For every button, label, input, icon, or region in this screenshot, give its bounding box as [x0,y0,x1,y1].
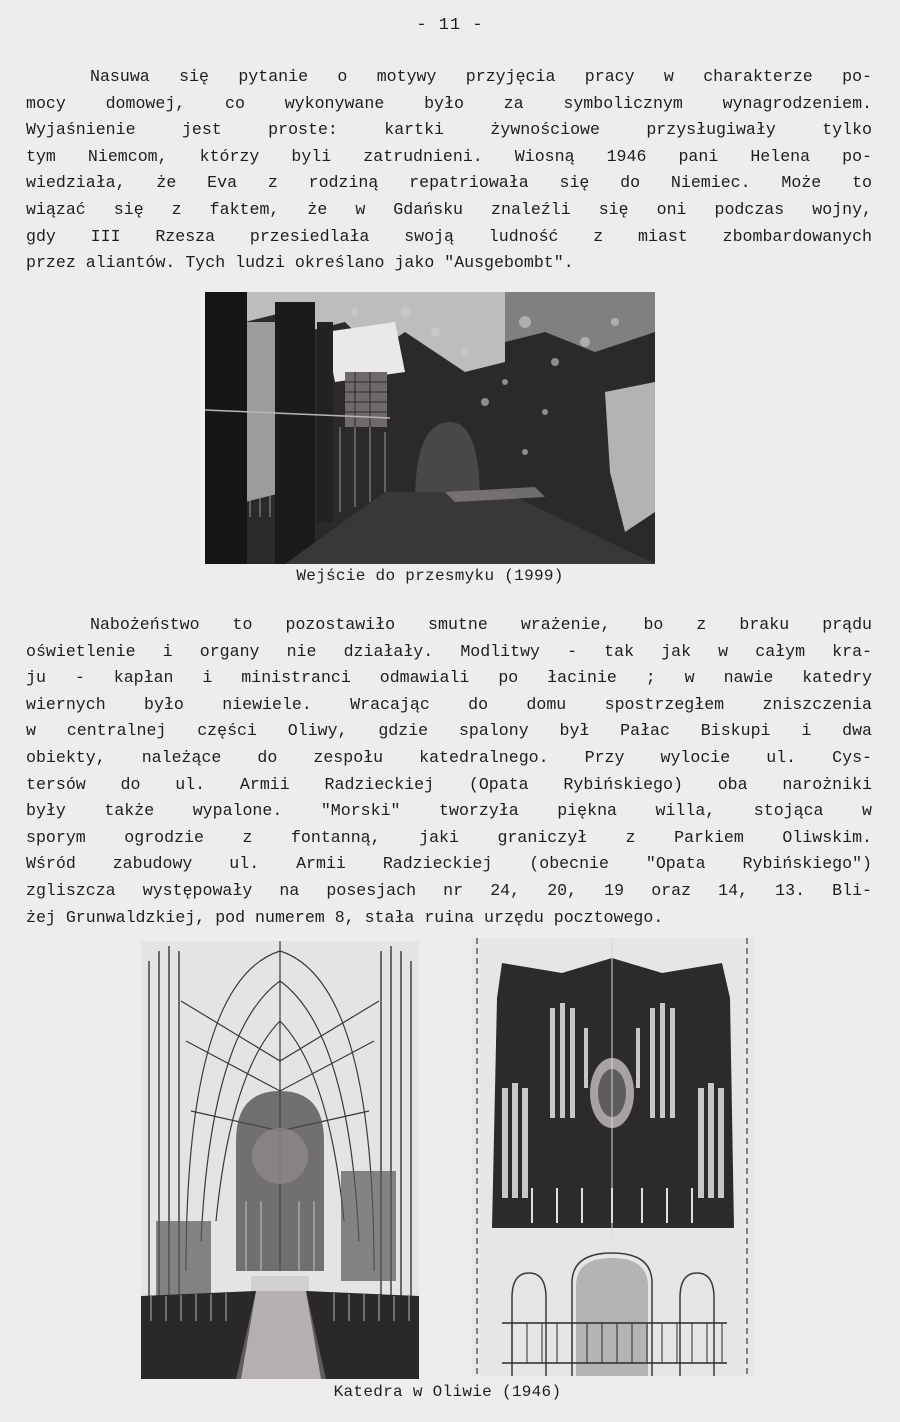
text-line: mocy domowej, co wykonywane było za symbolicznym wynagrodzeniem. [26,93,872,113]
photo-cathedral-organ [472,938,754,1376]
photo-cathedral-nave [141,941,419,1379]
caption-passage-entrance: Wejście do przesmyku (1999) [296,567,564,585]
paragraph-oliwa-destruction [26,612,872,931]
text-line: sporym ogrodzie z fontanną, jaki graniczył z Parkiem Oliwskim. [26,827,872,847]
text-line: żej Grunwaldzkiej, pod numerem 8, stała ruina urzędu pocztowego. [26,907,664,927]
photo-cathedral-nave-image [141,941,419,1379]
paragraph-household-help [26,64,872,277]
photo-passage-entrance-image [205,292,655,564]
text-line: Wśród zabudowy ul. Armii Radzieckiej (obecnie "Opata Rybińskiego") [26,854,872,874]
caption-cathedral: Katedra w Oliwie (1946) [333,1383,562,1401]
text-line: wiedziała, że Eva z rodziną repatriowała się do Niemiec. Może to [26,173,872,193]
text-line: tym Niemcom, którzy byli zatrudnieni. Wiosną 1946 pani Helena po- [26,146,872,166]
text-line: obiekty, należące do zespołu katedralnego. Przy wylocie ul. Cys- [26,747,872,767]
text-line: zgliszcza występowały na posesjach nr 24, 20, 19 oraz 14, 13. Bli- [26,880,872,900]
text-line: były także wypalone. "Morski" tworzyła piękna willa, stojąca w [26,801,872,821]
text-line: gdy III Rzesza przesiedlała swoją ludność z miast zbombardowanych [26,226,872,246]
text-line: przez aliantów. Tych ludzi określano jako "Ausgebombt". [26,253,574,273]
text-line: w centralnej części Oliwy, gdzie spalony był Pałac Biskupi i dwa [26,721,872,741]
text-line: Nasuwa się pytanie o motywy przyjęcia pracy w charakterze po- [90,67,872,86]
text-line: Wyjaśnienie jest proste: kartki żywnościowe przysługiwały tylko [26,120,872,140]
text-line: wiernych było niewiele. Wracając do domu spostrzegłem zniszczenia [26,694,872,714]
text-line: ju - kapłan i ministranci odmawiali po łacinie ; w nawie katedry [26,668,872,688]
text-line: wiązać się z faktem, że w Gdańsku znaleźli się oni podczas wojny, [26,199,872,219]
photo-cathedral-organ-image [472,938,754,1376]
page-number: - 11 - [416,16,484,35]
text-line: oświetlenie i organy nie działały. Modlitwy - tak jak w całym kra- [26,641,872,661]
text-line: Nabożeństwo to pozostawiło smutne wrażenie, bo z braku prądu [90,615,872,634]
text-line: tersów do ul. Armii Radzieckiej (Opata Rybińskiego) oba narożniki [26,774,872,794]
photo-passage-entrance [205,292,655,564]
